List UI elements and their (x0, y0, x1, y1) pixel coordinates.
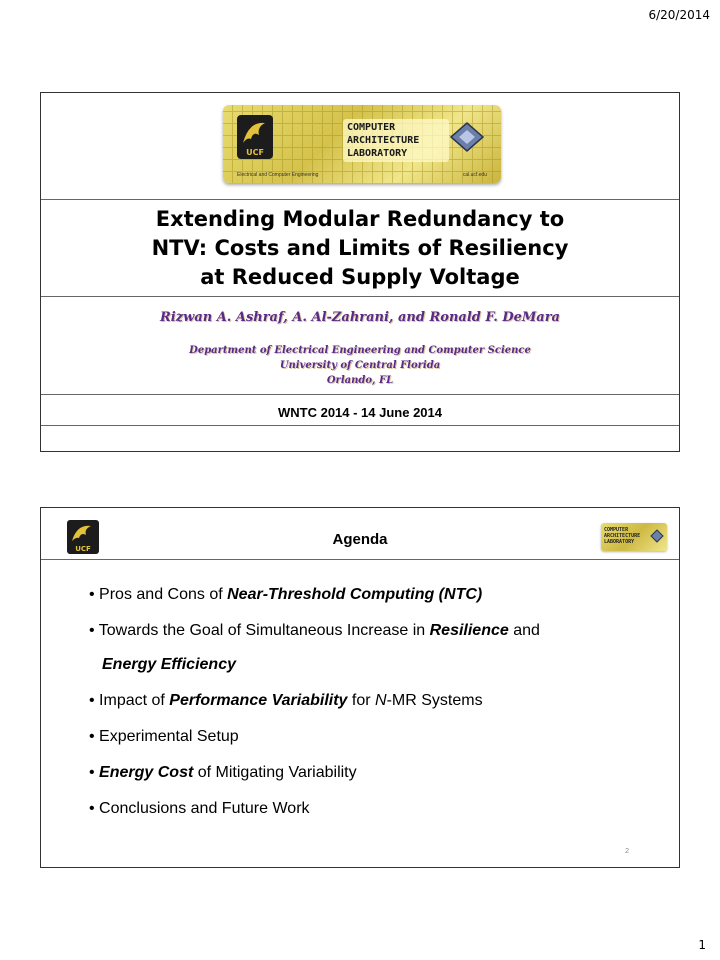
dept-text: Electrical and Computer Engineering (237, 172, 319, 178)
divider (41, 296, 679, 297)
slide-2-agenda (40, 507, 680, 868)
lab-logo-small (601, 523, 667, 551)
lab-title-line: ARCHITECTURE (347, 135, 420, 146)
agenda-list (89, 586, 540, 836)
divider (41, 394, 679, 395)
lab-title-line: LABORATORY (604, 539, 635, 545)
ucf-logo-text: UCF (246, 148, 264, 157)
slide-number: 2 (625, 848, 629, 855)
lab-banner (223, 105, 501, 183)
divider (41, 425, 679, 426)
title-line: Extending Modular Redundancy to (155, 207, 565, 231)
agenda-item: • Energy Cost of Mitigating Variability (89, 764, 357, 781)
affiliation-line: University of Central Florida (279, 360, 441, 371)
affiliation-line: Orlando, FL (326, 375, 394, 386)
affiliation (41, 343, 679, 388)
agenda-item: • Pros and Cons of Near-Threshold Computing (NTC) (89, 586, 483, 603)
conference-line: WNTC 2014 - 14 June 2014 (277, 405, 443, 420)
lab-title-line: COMPUTER (347, 122, 396, 133)
agenda-item: • Towards the Goal of Simultaneous Increase in Resilience and Energy Efficiency (89, 622, 540, 673)
agenda-item: • Impact of Performance Variability for N-MR Systems (89, 692, 483, 709)
lab-title-line: ARCHITECTURE (604, 533, 641, 539)
authors: Rizwan A. Ashraf, A. Al-Zahrani, and Ronald F. DeMara (160, 310, 560, 325)
lab-title-line: COMPUTER (604, 527, 629, 533)
slide-title (41, 205, 679, 292)
lab-title (343, 119, 449, 162)
lab-title-line: LABORATORY (347, 148, 408, 159)
lab-title-small (604, 527, 640, 545)
divider (41, 559, 679, 560)
agenda-item: • Experimental Setup (89, 728, 239, 745)
lab-url: cal.ucf.edu (462, 172, 487, 178)
affiliation-line: Department of Electrical Engineering and Computer Science (189, 345, 531, 356)
title-line: NTV: Costs and Limits of Resiliency (151, 236, 569, 260)
ucf-logo-text: UCF (75, 545, 91, 553)
ucf-pegasus-logo-icon (235, 113, 275, 161)
print-date: 6/20/2014 (648, 8, 710, 22)
divider (41, 199, 679, 200)
agenda-item: • Conclusions and Future Work (89, 800, 310, 817)
title-line: at Reduced Supply Voltage (200, 265, 520, 289)
page-number: 1 (698, 938, 706, 952)
chip-icon (447, 119, 487, 155)
agenda-title: Agenda (332, 531, 388, 548)
slide-1-title (40, 92, 680, 452)
chip-icon (650, 529, 664, 543)
